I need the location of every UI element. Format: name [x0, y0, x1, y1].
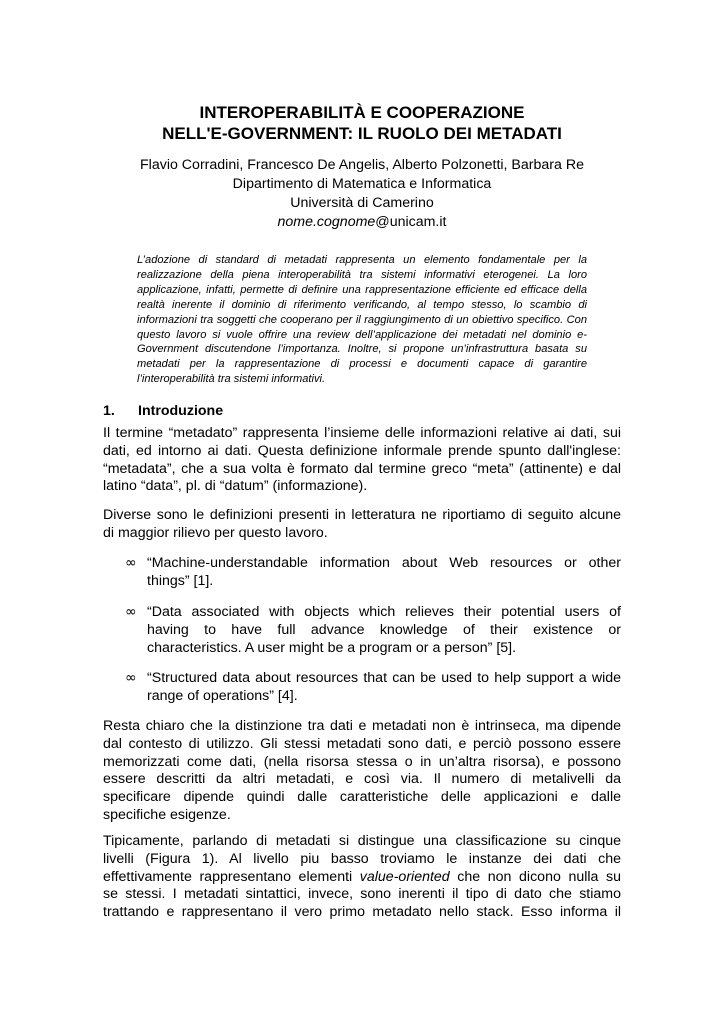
paragraph-line: memorizzati come dati, (nella risorsa stessa o in un’altra risorsa), e possono	[103, 753, 621, 770]
author-email-domain: @unicam.it	[375, 214, 447, 230]
paragraph-line: di maggior rilievo per questo lavoro.	[103, 524, 328, 541]
paragraph-line: dati, ed intorno ai dati. Questa definizione informale prende spunto dall'inglese:	[103, 442, 621, 459]
paragraph-line: “metadata”, che a sua volta è formato dal termine greco “meta” (attinente) e dal	[103, 460, 621, 477]
infinity-bullet-icon: ∞	[125, 670, 137, 686]
author-email-user: nome.cognome	[277, 214, 376, 230]
list-item-line: “Structured data about resources that can be used to help support a wide	[147, 670, 621, 686]
list-item-line: “Machine-understandable information about Web resources or other	[147, 555, 621, 571]
paragraph-line: livelli (Figura 1). Al livello piu basso troviamo le instanze dei dati che	[103, 850, 621, 867]
author-block	[100, 156, 624, 232]
paper-title	[100, 102, 624, 144]
paragraph-line: Tipicamente, parlando di metadati si distingue una classificazione su cinque	[103, 833, 621, 849]
abstract: L’adozione di standard di metadati rappresenta un elemento fondamentale per la realizzazione della piena interoperabilità tra sistemi informativi eterogenei. La loro applicazione, infatti, permette di definire una rappresentazione efficiente ed efficace della realtà inerente il dominio di riferimento verificando, al tempo stesso, lo scambio di informazioni tra soggetti che cooperano per il raggiungimento di un obiettivo specifico. Con questo lavoro si vuole offrire una review dell’applicazione dei metadati nel dominio e-Government discutendone l’importanza. Inoltre, si propone un’infrastruttura basata su metadati per la rappresentazione di processi e documenti capace di garantire l’interoperabilità tra sistemi informativi.	[137, 254, 587, 386]
list-item-text	[147, 555, 621, 591]
paragraph-line: se stessi. I metadati sintattici, invece, sono inerenti il tipo di dato che stiamo	[103, 886, 621, 903]
paragraph-line-part: che non dicono nulla su	[449, 868, 621, 885]
paper-title-line-2: NELL'E-GOVERNMENT: IL RUOLO DEI METADATI	[162, 124, 562, 143]
list-item-line: having to have full advance knowledge of their existence or	[147, 621, 621, 638]
paragraph-line: Resta chiaro che la distinzione tra dati e metadati non è intrinseca, ma dipende	[103, 718, 621, 734]
list-item-line: things” [1].	[147, 572, 214, 589]
paragraph-line: essere descritti da altri metadati, e così via. Il numero di metalivelli da	[103, 771, 621, 788]
paragraph-italic-term: value-oriented	[359, 868, 450, 885]
author-department: Dipartimento di Matematica e Informatica	[232, 176, 492, 192]
author-university: Università di Camerino	[290, 195, 434, 211]
list-item-line: characteristics. A user might be a program or a person” [5].	[147, 639, 517, 656]
paragraph-line: Diverse sono le definizioni presenti in letteratura ne riportiamo di seguito alcune	[103, 507, 621, 523]
paper-title-line-1: INTEROPERABILITÀ E COOPERAZIONE	[199, 103, 525, 122]
paragraph-line: specificare dipende quindi dalle caratteristiche delle applicazioni e dalle	[103, 789, 621, 806]
infinity-bullet-icon: ∞	[125, 555, 137, 571]
author-email	[100, 213, 624, 232]
list-item-line: “Data associated with objects which relieves their potential users of	[147, 604, 621, 620]
infinity-bullet-icon: ∞	[125, 604, 137, 620]
section-heading	[103, 402, 223, 420]
paragraph-line: latino “data”, pl. di “datum” (informazione).	[103, 478, 368, 495]
list-item-text	[147, 670, 621, 706]
paragraph-2	[103, 507, 621, 543]
paragraph-3	[103, 718, 621, 825]
list-item-text	[147, 604, 621, 657]
list-item-line: range of operations” [4].	[147, 687, 298, 704]
paragraph-line: Il termine “metadato” rappresenta l’insieme delle informazioni relative ai dati, sui	[103, 425, 621, 441]
section-title: Introduzione	[138, 403, 224, 419]
paragraph-line: specifiche esigenze.	[103, 806, 231, 823]
paragraph-line	[103, 869, 621, 887]
paragraph-line: dal contesto di utilizzo. Gli stessi metadati sono dati, e perciò possono essere	[103, 735, 621, 752]
author-names: Flavio Corradini, Francesco De Angelis, Alberto Polzonetti, Barbara Re	[140, 157, 584, 173]
paragraph-4	[103, 833, 621, 922]
paragraph-line-part: effettivamente rappresentano elementi	[103, 868, 360, 885]
paragraph-1	[103, 425, 621, 496]
section-number: 1.	[103, 403, 115, 419]
paragraph-line: trattando e rappresentano il vero primo metadato nello stack. Esso informa il	[103, 904, 621, 921]
